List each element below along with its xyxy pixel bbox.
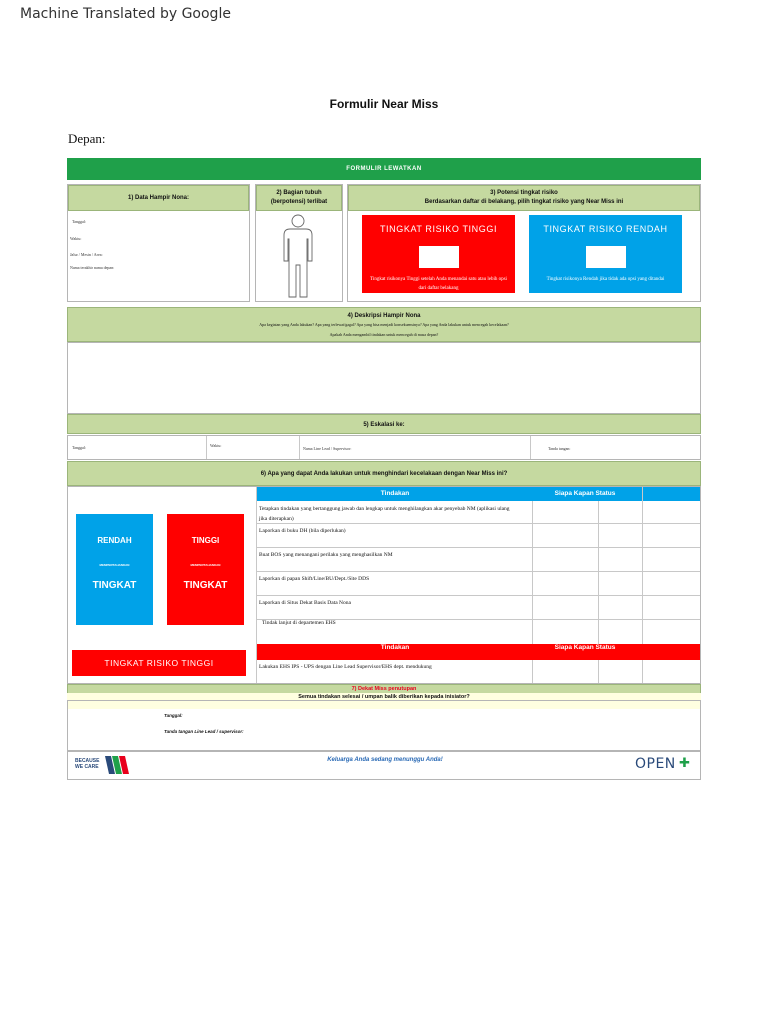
section-4-q2: Apakah Anda mengambil tindakan untuk mencegah di masa depan? xyxy=(329,332,439,337)
high-action-table-header xyxy=(257,644,700,660)
action-row[interactable] xyxy=(257,620,700,644)
field-time[interactable]: Waktu: xyxy=(70,236,82,241)
escalation-divider-3 xyxy=(530,436,531,459)
risk-low-title: TINGKAT RISIKO RENDAH xyxy=(543,224,668,234)
machine-translated-label: Machine Translated by Google xyxy=(20,6,231,22)
action-row[interactable] xyxy=(257,548,700,572)
maintain-high-card xyxy=(167,514,244,625)
section-2 xyxy=(255,184,343,302)
section-3-title-line1: 3) Potensi tingkat risiko xyxy=(490,190,558,196)
section-2-title xyxy=(256,185,342,211)
action-row[interactable] xyxy=(257,596,700,620)
risk-high-desc: Tingkat risikonya Tinggi setelah Anda menandai satu atau lebih opsi dari daftar belakang xyxy=(370,277,507,291)
action-text: Laporkan di papan Shift/Line/BU/Dept./Site DDS xyxy=(259,576,370,582)
section-1-title: 1) Data Hampir Nona: xyxy=(68,185,249,211)
high-action-row[interactable] xyxy=(257,660,700,683)
depan-label: Depan: xyxy=(68,131,106,146)
form-top-bar: FORMULIR LEWATKAN xyxy=(67,158,701,180)
action-text: Laporkan di Situs Dekat Basis Data Nona xyxy=(259,600,351,606)
escalation-row xyxy=(67,435,701,460)
col-who-when-status-high: Siapa Kapan Status xyxy=(554,644,616,651)
high-col-divider-2 xyxy=(598,660,599,683)
maintain-low-top: RENDAH xyxy=(97,536,132,545)
col-action-high: Tindakan xyxy=(380,644,410,651)
risk-high-title: TINGKAT RISIKO TINGGI xyxy=(379,224,498,234)
escalation-signature[interactable]: Tanda tangan: xyxy=(548,446,571,451)
section-4-title: 4) Deskripsi Hampir Nona xyxy=(347,313,421,319)
maintain-high-mid: MEMPERTAHANKAN xyxy=(190,563,221,567)
risk-high-card[interactable] xyxy=(362,215,515,293)
closure-signature[interactable]: Tanda tangan Line Lead / supervisor: xyxy=(164,729,244,734)
maintain-high-bottom: TINGKAT xyxy=(183,580,228,591)
action-text: Buat BOS yang menangani perilaku yang menghasilkan NM xyxy=(259,552,393,558)
near-miss-form xyxy=(67,158,701,780)
escalation-time[interactable]: Waktu: xyxy=(210,443,222,448)
body-figure-icon[interactable] xyxy=(276,213,320,301)
maintain-low-bottom: TINGKAT xyxy=(92,580,137,591)
escalation-divider-2 xyxy=(299,436,300,459)
maintain-low-mid: MEMPERTAHANKAN xyxy=(99,563,130,567)
description-textarea[interactable] xyxy=(67,342,701,414)
section-6-title: 6) Apa yang dapat Anda lakukan untuk menghindari kecelakaan dengan Near Miss ini? xyxy=(67,461,701,486)
section-3 xyxy=(347,184,701,302)
section-7-body xyxy=(67,700,701,751)
col-action: Tindakan xyxy=(380,490,410,497)
logo-line1: BECAUSE xyxy=(75,758,100,764)
escalation-supervisor[interactable]: Nama Line Lead / Supervisor: xyxy=(303,446,352,451)
action-row[interactable] xyxy=(257,572,700,596)
risk-low-card[interactable] xyxy=(529,215,682,293)
section-5-title: 5) Eskalasi ke: xyxy=(67,414,701,434)
closure-date[interactable]: Tanggal: xyxy=(164,713,183,718)
field-line-machine-area[interactable]: Jalur / Mesin / Area: xyxy=(70,252,103,257)
section-6-body xyxy=(67,486,701,684)
maintain-high-top: TINGGI xyxy=(191,536,220,545)
escalation-divider-1 xyxy=(206,436,207,459)
plus-icon: ✚ xyxy=(679,755,690,770)
page-title: Formulir Near Miss xyxy=(329,97,439,111)
section-4-header xyxy=(67,307,701,342)
form-footer xyxy=(67,751,701,780)
risk-low-checkbox[interactable] xyxy=(586,246,626,268)
logo-line2: WE CARE xyxy=(75,764,99,770)
section-2-title-line2: (berpotensi) terlibat xyxy=(270,199,328,205)
field-date[interactable]: Tanggal: xyxy=(72,219,86,224)
section-2-title-line1: 2) Bagian tubuh xyxy=(276,190,322,196)
action-text: Laporkan di buku DH (bila diperlukan) xyxy=(259,528,346,534)
high-risk-label-text: TINGKAT RISIKO TINGGI xyxy=(104,658,214,668)
action-row[interactable] xyxy=(257,501,700,524)
risk-high-checkbox[interactable] xyxy=(419,246,459,268)
escalation-date[interactable]: Tanggal: xyxy=(72,445,86,450)
section-7-yellow-strip xyxy=(68,701,700,709)
open-logo: OPEN xyxy=(635,756,676,772)
risk-low-desc: Tingkat risikonya Rendah jika tidak ada opsi yang ditandai xyxy=(546,277,665,282)
section-4-q1: Apa kegiatan yang Anda lakukan? Apa yang terlewat/gagal? Apa yang bisa menjadi konsekuensinya? Apa yang Anda lakukan untuk mencegah kecelakaan? xyxy=(259,322,509,327)
high-risk-label xyxy=(72,650,246,676)
high-action-text: Lakukan EHS IPS - UPS dengan Line Lead Supervisor/EHS dept. mendukung xyxy=(259,664,432,670)
field-name[interactable]: Nama terakhir nama depan: xyxy=(70,265,115,270)
section-1 xyxy=(67,184,250,302)
col-who-when-status: Siapa Kapan Status xyxy=(554,490,616,497)
section-3-title xyxy=(348,185,700,211)
section-3-title-line2: Berdasarkan daftar di belakang, pilih tingkat risiko yang Near Miss ini xyxy=(424,199,624,205)
maintain-low-card xyxy=(76,514,153,625)
footer-tagline: Keluarga Anda sedang menunggu Anda! xyxy=(327,757,443,763)
section-7-question: Semua tindakan selesai / umpan balik diberikan kepada inisiator? xyxy=(67,693,701,701)
high-col-divider-3 xyxy=(642,660,643,683)
action-text: Tindak lanjut di departemen EHS xyxy=(262,620,336,626)
action-row[interactable] xyxy=(257,524,700,548)
action-text: Tetapkan tindakan yang bertanggung jawab dan lengkap untuk menghilangkan akar penyebab NM (aplikasi ulang jika diterapkan) xyxy=(259,506,510,522)
action-table-header xyxy=(257,487,700,501)
section-7-title: 7) Dekat Miss penutupan xyxy=(351,686,417,692)
high-col-divider-1 xyxy=(532,660,533,683)
section-7-header xyxy=(67,684,701,700)
